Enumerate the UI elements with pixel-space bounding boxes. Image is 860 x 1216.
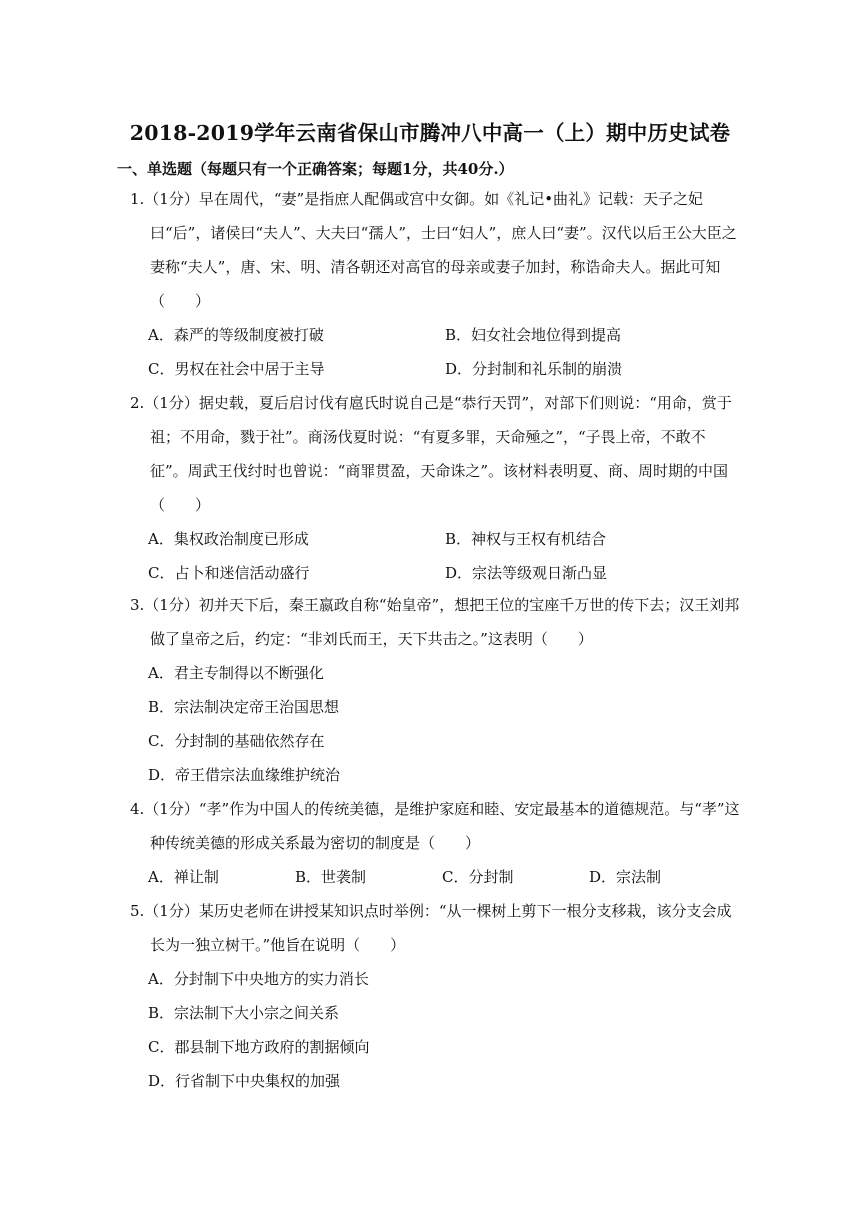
question-stem: 4.（1分）“孝”作为中国人的传统美德，是维护家庭和睦、安定最基本的道德规范。与“孝”这种传统美德的形成关系最为密切的制度是（ ） [130,800,740,852]
option-b: B．世袭制 [295,868,367,886]
question-stem: 1.（1分）早在周代，“妻”是指庶人配偶或宫中女御。如《礼记•曲礼》记载：天子之妃曰“后”，诸侯曰“夫人”、大夫曰“孺人”，士曰“妇人”，庶人曰“妻”。汉代以后王公大臣之妻称“夫人”，唐、宋、明、清各朝还对高官的母亲或妻子加封，称诰命夫人。据此可知（ ） [130,190,737,310]
option-c: C．占卜和迷信活动盛行 [148,564,310,582]
options [148,318,740,386]
question-1 [130,182,740,386]
option-b: B．妇女社会地位得到提高 [445,326,622,344]
option-a: A．森严的等级制度被打破 [148,326,324,344]
option-a: A．集权政治制度已形成 [148,530,309,548]
option-c: C．分封制的基础依然存在 [148,732,325,750]
options [148,656,740,792]
option-b: B．宗法制下大小宗之间关系 [148,1004,340,1022]
options [148,962,740,1098]
question-2 [130,386,740,590]
option-b: B．神权与王权有机结合 [445,530,607,548]
option-a: A．禅让制 [148,868,219,886]
option-c: C．郡县制下地方政府的割据倾向 [148,1038,370,1056]
options [148,860,740,894]
option-c: C．男权在社会中居于主导 [148,360,325,378]
question-4 [130,792,740,894]
question-stem: 5.（1分）某历史老师在讲授某知识点时举例：“从一棵树上剪下一根分支移栽，该分支会成长为一独立树干。”他旨在说明（ ） [130,902,732,954]
option-a: A．君主专制得以不断强化 [148,664,324,682]
question-5 [130,894,740,1098]
question-stem: 2.（1分）据史载，夏后启讨伐有扈氏时说自己是“恭行天罚”，对部下们则说：“用命，赏于祖；不用命，戮于社”。商汤伐夏时说：“有夏多罪，天命殛之”，“子畏上帝，不敢不征”。周武王伐纣时也曾说：“商罪贯盈，天命诛之”。该材料表明夏、商、周时期的中国（ ） [130,394,732,514]
page-title: 2018-2019学年云南省保山市腾冲八中高一（上）期中历史试卷 [129,121,731,145]
option-d: D．帝王借宗法血缘维护统治 [148,766,341,784]
question-3 [130,588,740,792]
section-heading: 一、单选题（每题只有一个正确答案；每题1分，共40分.） [117,160,514,178]
option-d: D．行省制下中央集权的加强 [148,1072,341,1090]
option-c: C．分封制 [442,868,514,886]
question-stem: 3.（1分）初并天下后，秦王嬴政自称“始皇帝”，想把王位的宝座千万世的传下去；汉王刘邦做了皇帝之后，约定：“非刘氏而王，天下共击之。”这表明（ ） [130,596,740,648]
option-a: A．分封制下中央地方的实力消长 [148,970,369,988]
options [148,522,740,590]
option-d: D．宗法等级观日渐凸显 [445,564,608,582]
option-d: D．分封制和礼乐制的崩溃 [445,360,623,378]
option-d: D．宗法制 [589,868,662,886]
option-b: B．宗法制决定帝王治国思想 [148,698,340,716]
